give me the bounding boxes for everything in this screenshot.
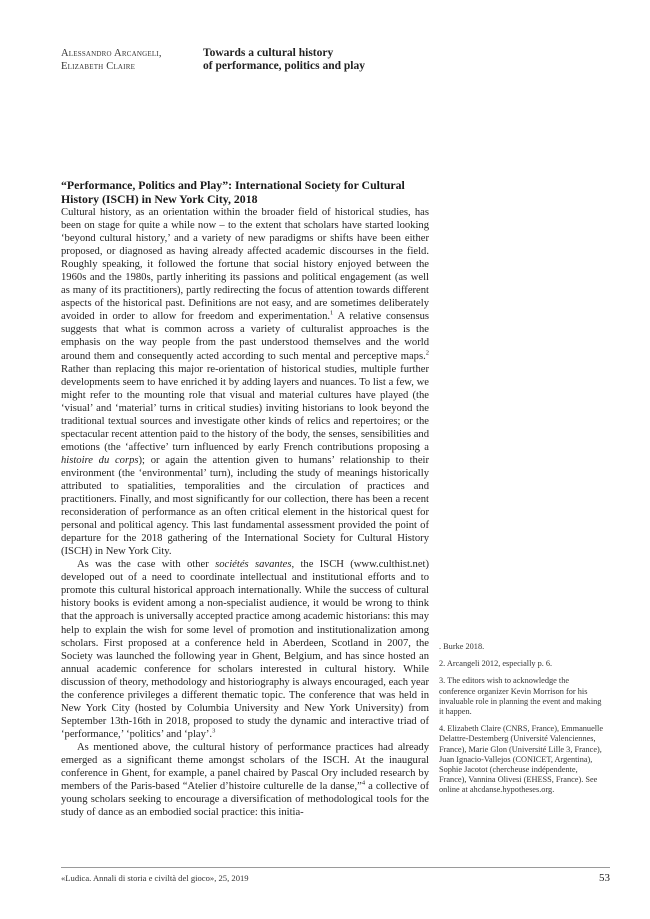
paragraph-2-text-a: As was the case with other bbox=[77, 559, 216, 571]
footnote-4: 4. Elizabeth Claire (CNRS, France), Emmanuelle Delattre-Destemberg (Université Valenciennes, France), Marie Glon (Université Lille 3, France), Juan Ignacio-Vallejos (CONICET, Argentina), Sophie Jacotot (chercheuse indépendente, France), Vannina Olivesi (EHESS, France). See online at ahcdanse.hypotheses.org. bbox=[439, 724, 604, 795]
main-text bbox=[61, 206, 429, 819]
footnote-ref-1[interactable]: 1 bbox=[330, 309, 334, 317]
footnotes bbox=[439, 642, 607, 803]
paragraph-1-text-d: ); or again the attention given to humans’ relationship to their environment (the ‘environmental’ turn), including the study of meanings historically attributed to spatialities, temporalities and the circulation of practices and practitioners. Finally, and most significantly for our collection, there has been a recent reconsideration of performance as an often critical element in the historical quest for personal and political agency. This last fundamental assessment provided the point of departure for the 2018 gathering of the International Society for Cultural History (ISCH) in New York City. bbox=[61, 454, 429, 558]
running-header bbox=[61, 47, 610, 79]
paragraph-1 bbox=[61, 206, 429, 558]
running-title bbox=[203, 47, 365, 73]
footnote-ref-3[interactable]: 3 bbox=[212, 727, 216, 735]
journal-citation: «Ludica. Annali di storia e civiltà del gioco», 25, 2019 bbox=[61, 873, 249, 883]
author-claire: Elizabeth Claire bbox=[61, 61, 136, 72]
header-authors bbox=[61, 47, 162, 73]
page-number: 53 bbox=[599, 872, 610, 884]
footnote-ref-2[interactable]: 2 bbox=[425, 348, 429, 356]
paragraph-1-text-b: A relative consensus suggests that what is common across a variety of culturalist approaches is the emphasis on the way people from the past understood themselves and the world around them and consequently acted according to such mental and perceptive maps. bbox=[61, 311, 429, 362]
paragraph-3-text-b: a collective of young scholars seeking to encourage a diversification of methodological tools for the study of dance as an embodied social practice: this initia- bbox=[61, 781, 429, 819]
italic-societes-savantes: sociétés savantes bbox=[215, 559, 292, 571]
section-title: “Performance, Politics and Play”: International Society for Cultural History (ISCH) in New York City, 2018 bbox=[61, 178, 405, 206]
author-arcangeli: Alessandro Arcangeli, bbox=[61, 48, 162, 59]
italic-histoire-du-corps: histoire du corps bbox=[61, 454, 139, 466]
page-footer bbox=[61, 867, 610, 884]
paragraph-2-text-b: , the ISCH (www.culthist.net) developed out of a need to coordinate intellectual and institutional efforts and to promote this cultural historical approach internationally. While the success of cultural history books is evident among a non-specialist audience, it would be wrong to think that the approach is universally accepted practice among academic historians: this may help to explain the wish for some level of promotion and institutionalization among scholars. First proposed at a conference held in Aberdeen, Scotland in 2007, the Society was launched the following year in Ghent, Belgium, and has since hosted an annual academic conference for scholars interested in cultural history. While discussion of theory, methodology and historiography is always encouraged, each year the conference privileges a different thematic topic. The conference that was held in New York City (hosted by Columbia University and New York University) from September 13th-16th in 2018, proposed to study the dynamic and interactive triad of ‘performance,’ ‘politics’ and ‘play’. bbox=[61, 559, 430, 740]
paragraph-3 bbox=[61, 741, 429, 819]
footnote-3: 3. The editors wish to acknowledge the conference organizer Kevin Morrison for his invaluable role in planning the event and making it happen. bbox=[439, 676, 602, 717]
footnote-2: 2. Arcangeli 2012, especially p. 6. bbox=[439, 659, 553, 669]
footnote-ref-4[interactable]: 4 bbox=[361, 779, 366, 787]
footnote-1: . Burke 2018. bbox=[439, 642, 485, 651]
paragraph-1-text-c: Rather than replacing this major re-orientation of historical studies, multiple further developments seem to have enriched it by adding layers and nuances. To list a few, we might refer to the mounting role that visual and material cultures have played (the ‘visual’ and ‘material’ turns in critical studies) inviting historians to look beyond the traditional textual sources and investigate other kinds of relics and repertoires; or the spectacular recent attention paid to the history of the body, the senses, sensibilities and emotions (the ‘affective’ turn influenced by early French contributions proposing a bbox=[61, 363, 429, 453]
paragraph-2 bbox=[61, 558, 429, 741]
running-title-line-2: of performance, politics and play bbox=[203, 60, 365, 72]
paragraph-1-text-a: Cultural history, as an orientation within the broader field of historical studies, has been on stage for quite a while now – to the extent that scholars have started looking ‘beyond cultural history,’ and a variety of new paradigms or shifts have been either proposed, or diagnosed as having already affected academic discourses in the field. Roughly speaking, it followed the fortune that social history enjoyed between the 1960s and the 1980s, partly inheriting its passions and political engagement (as well as many of its practitioners), partly redirecting the focus of attention towards different aspects of the historical past. Definitions are not easy, and are sometimes deliberately avoided in order to allow for freedom and experimentation. bbox=[61, 207, 429, 323]
paragraph-3-text-a: As mentioned above, the cultural history of performance practices had already emerged as a significant theme amongst scholars of the ISCH. At the inaugural conference in Ghent, for example, a panel chaired by Pascal Ory included research by members of the Paris-based “Atelier d’histoire culturelle de la danse,” bbox=[61, 741, 429, 793]
running-title-line-1: Towards a cultural history bbox=[203, 47, 334, 59]
